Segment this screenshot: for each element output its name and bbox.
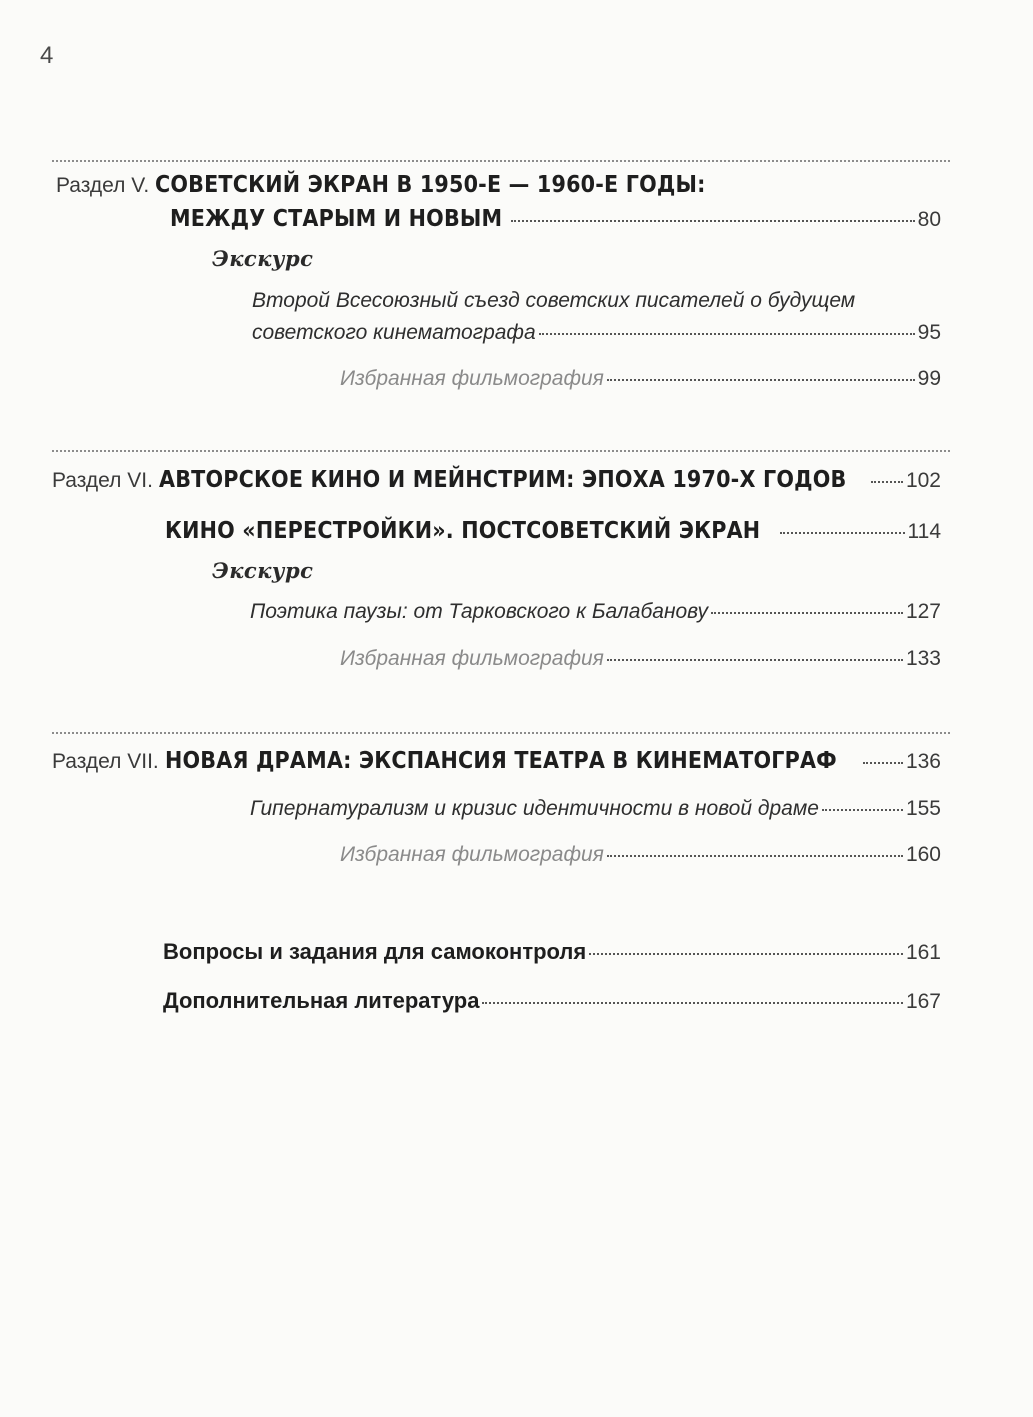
subsection-title: советского кинематографа: [252, 321, 536, 344]
subsection-title: Гипернатурализм и кризис идентичности в новой драме: [250, 797, 819, 820]
section-divider: [52, 160, 950, 162]
dot-leader: [511, 220, 914, 222]
additional-literature-entry[interactable]: [163, 988, 941, 1014]
section-v-heading-line1: [56, 172, 767, 200]
filmography-title: Избранная фильмография: [340, 647, 604, 670]
section-title: СОВЕТСКИЙ ЭКРАН В 1950-Е — 1960-Е ГОДЫ:: [155, 172, 706, 198]
section-title: КИНО «ПЕРЕСТРОЙКИ». ПОСТСОВЕТСКИЙ ЭКРАН: [165, 518, 761, 544]
dot-leader: [863, 762, 903, 764]
section-divider: [52, 450, 950, 452]
section-label: Раздел VI.: [52, 469, 153, 492]
excursus-label: Экскурс: [212, 246, 314, 271]
section-v-heading-line2[interactable]: [170, 206, 941, 234]
self-control-questions-entry[interactable]: [163, 939, 941, 965]
page-ref: 167: [905, 990, 941, 1013]
filmography-entry[interactable]: [340, 366, 941, 391]
subsection-entry[interactable]: [250, 599, 941, 624]
dot-leader: [607, 659, 903, 661]
entry-title: Вопросы и задания для самоконтроля: [163, 939, 587, 964]
dot-leader: [822, 809, 903, 811]
section-vi-heading-2[interactable]: [165, 518, 941, 546]
section-divider: [52, 732, 950, 734]
excursus-label: Экскурс: [212, 558, 314, 583]
page-ref: 114: [907, 520, 941, 543]
section-vii-heading[interactable]: [52, 748, 941, 776]
page-ref: 102: [905, 469, 941, 492]
page-ref: 99: [917, 367, 941, 390]
section-title: МЕЖДУ СТАРЫМ И НОВЫМ: [170, 206, 503, 232]
subsection-title: Поэтика паузы: от Тарковского к Балабанову: [250, 600, 708, 623]
filmography-title: Избранная фильмография: [340, 367, 604, 390]
page-ref: 80: [917, 208, 941, 231]
dot-leader: [871, 481, 903, 483]
section-title: НОВАЯ ДРАМА: ЭКСПАНСИЯ ТЕАТРА В КИНЕМАТОГРАФ: [164, 748, 837, 774]
section-label: Раздел VII.: [52, 750, 159, 773]
filmography-entry[interactable]: [340, 842, 941, 867]
page-number: 4: [40, 42, 54, 69]
page-ref: 127: [905, 600, 941, 623]
filmography-entry[interactable]: [340, 646, 941, 671]
page-ref: 160: [905, 843, 941, 866]
dot-leader: [607, 855, 903, 857]
dot-leader: [711, 612, 903, 614]
section-vi-heading[interactable]: [52, 467, 941, 495]
section-label: Раздел V.: [56, 174, 150, 197]
subsection-entry[interactable]: [250, 796, 941, 821]
page-ref: 155: [905, 797, 941, 820]
dot-leader: [607, 379, 915, 381]
dot-leader: [589, 953, 903, 955]
subsection-title-line1: Второй Всесоюзный съезд советских писателей о будущем: [252, 289, 856, 312]
subsection-entry[interactable]: [252, 320, 941, 345]
page-ref: 161: [905, 941, 941, 964]
dot-leader: [780, 532, 904, 534]
section-title: АВТОРСКОЕ КИНО И МЕЙНСТРИМ: ЭПОХА 1970-Х ГОДОВ: [158, 467, 847, 493]
entry-title: Дополнительная литература: [163, 988, 480, 1013]
page-ref: 95: [917, 321, 941, 344]
page-ref: 133: [905, 647, 941, 670]
dot-leader: [539, 333, 915, 335]
page-ref: 136: [905, 750, 941, 773]
dot-leader: [482, 1002, 902, 1004]
filmography-title: Избранная фильмография: [340, 843, 604, 866]
